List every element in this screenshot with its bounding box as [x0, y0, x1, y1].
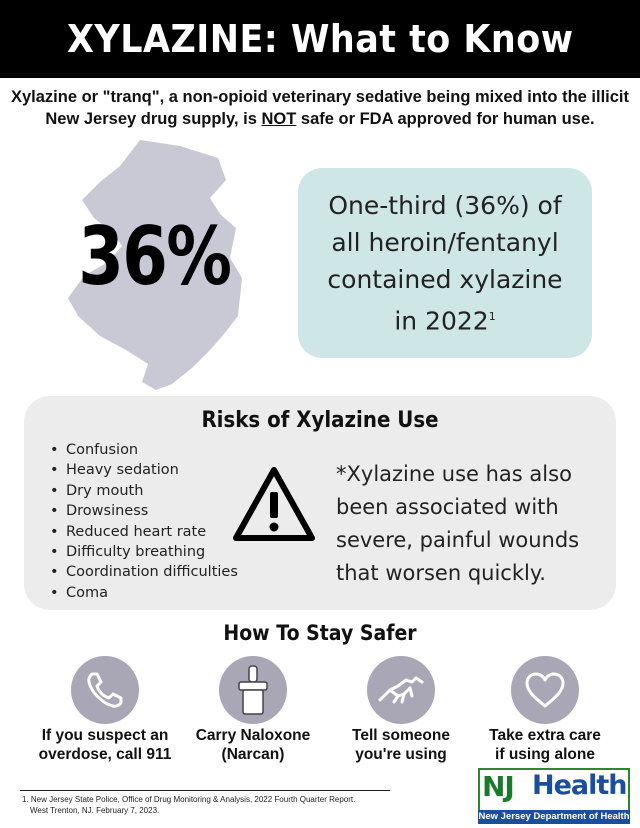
warning-triangle-icon: [232, 466, 316, 542]
statistic-line-1: One-third (36%) of: [328, 190, 562, 220]
footnote-line-1: 1. New Jersey State Police, Office of Drug Monitoring & Analysis, 2022 Fourth Quarter Report.: [22, 795, 356, 804]
tip-label-line-1: Carry Naloxone: [195, 727, 311, 744]
tip-label-line-2: overdose, call 911: [38, 746, 172, 763]
tip-label-line-1: If you suspect an: [41, 727, 169, 744]
statistic-line-4: in 2022: [394, 306, 489, 336]
tip-tell-someone: [326, 656, 476, 764]
list-item: • Confusion: [50, 440, 238, 460]
footnote-line-2: West Trenton, NJ. February 7, 2023.: [30, 806, 160, 815]
tip-label-line-2: you're using: [355, 746, 447, 763]
risks-panel: [24, 396, 616, 610]
naloxone-spray-icon: [219, 656, 287, 724]
list-item: • Reduced heart rate: [50, 522, 238, 542]
list-item: • Coma: [50, 583, 238, 603]
list-item: • Drowsiness: [50, 501, 238, 521]
tip-label: [178, 726, 328, 764]
statistic-line-3: contained xylazine: [327, 264, 563, 294]
tip-label-line-2: if using alone: [495, 746, 595, 763]
statistic-line-2: all heroin/fentanyl: [331, 227, 559, 257]
list-item: • Dry mouth: [50, 481, 238, 501]
heart-icon: [511, 656, 579, 724]
tip-label-line-2: (Narcan): [221, 746, 285, 763]
phone-icon: [71, 656, 139, 724]
logo-health: Health: [532, 770, 627, 801]
tip-label-line-1: Tell someone: [352, 727, 450, 744]
handshake-icon: [367, 656, 435, 724]
list-item: • Difficulty breathing: [50, 542, 238, 562]
wounds-note: *Xylazine use has also been associated with severe, painful wounds that worsen quickly.: [336, 462, 580, 585]
risks-heading: Risks of Xylazine Use: [201, 408, 439, 433]
risks-list: [50, 440, 238, 603]
tip-naloxone: [178, 656, 328, 764]
intro-emphasis: NOT: [261, 110, 297, 128]
nj-health-logo: [478, 768, 630, 824]
tip-label: [470, 726, 620, 764]
logo-department: New Jersey Department of Health: [478, 811, 630, 822]
header-banner: [0, 0, 640, 78]
list-item: • Coordination difficulties: [50, 562, 238, 582]
statistic-callout: [298, 168, 592, 358]
intro-text: [10, 86, 630, 130]
tip-call-911: [30, 656, 180, 764]
statistic-text: [327, 187, 562, 339]
tip-extra-care: [470, 656, 620, 764]
intro-text-after: safe or FDA approved for human use.: [296, 110, 595, 128]
footnote: [22, 794, 422, 816]
list-item: • Heavy sedation: [50, 460, 238, 480]
big-percentage: 36%: [78, 210, 231, 303]
intro-text-before: Xylazine or "tranq", a non-opioid veterinary sedative being mixed into the illicit New Jersey drug supply, is: [10, 88, 630, 128]
tip-label: [326, 726, 476, 764]
tip-label: [30, 726, 180, 764]
footnote-divider: [20, 790, 390, 791]
safer-heading: How To Stay Safer: [223, 621, 417, 645]
footnote-marker: 1: [488, 309, 496, 323]
logo-nj: NJ: [482, 770, 514, 803]
page-title: XYLAZINE: What to Know: [66, 17, 574, 61]
tip-label-line-1: Take extra care: [489, 727, 601, 744]
